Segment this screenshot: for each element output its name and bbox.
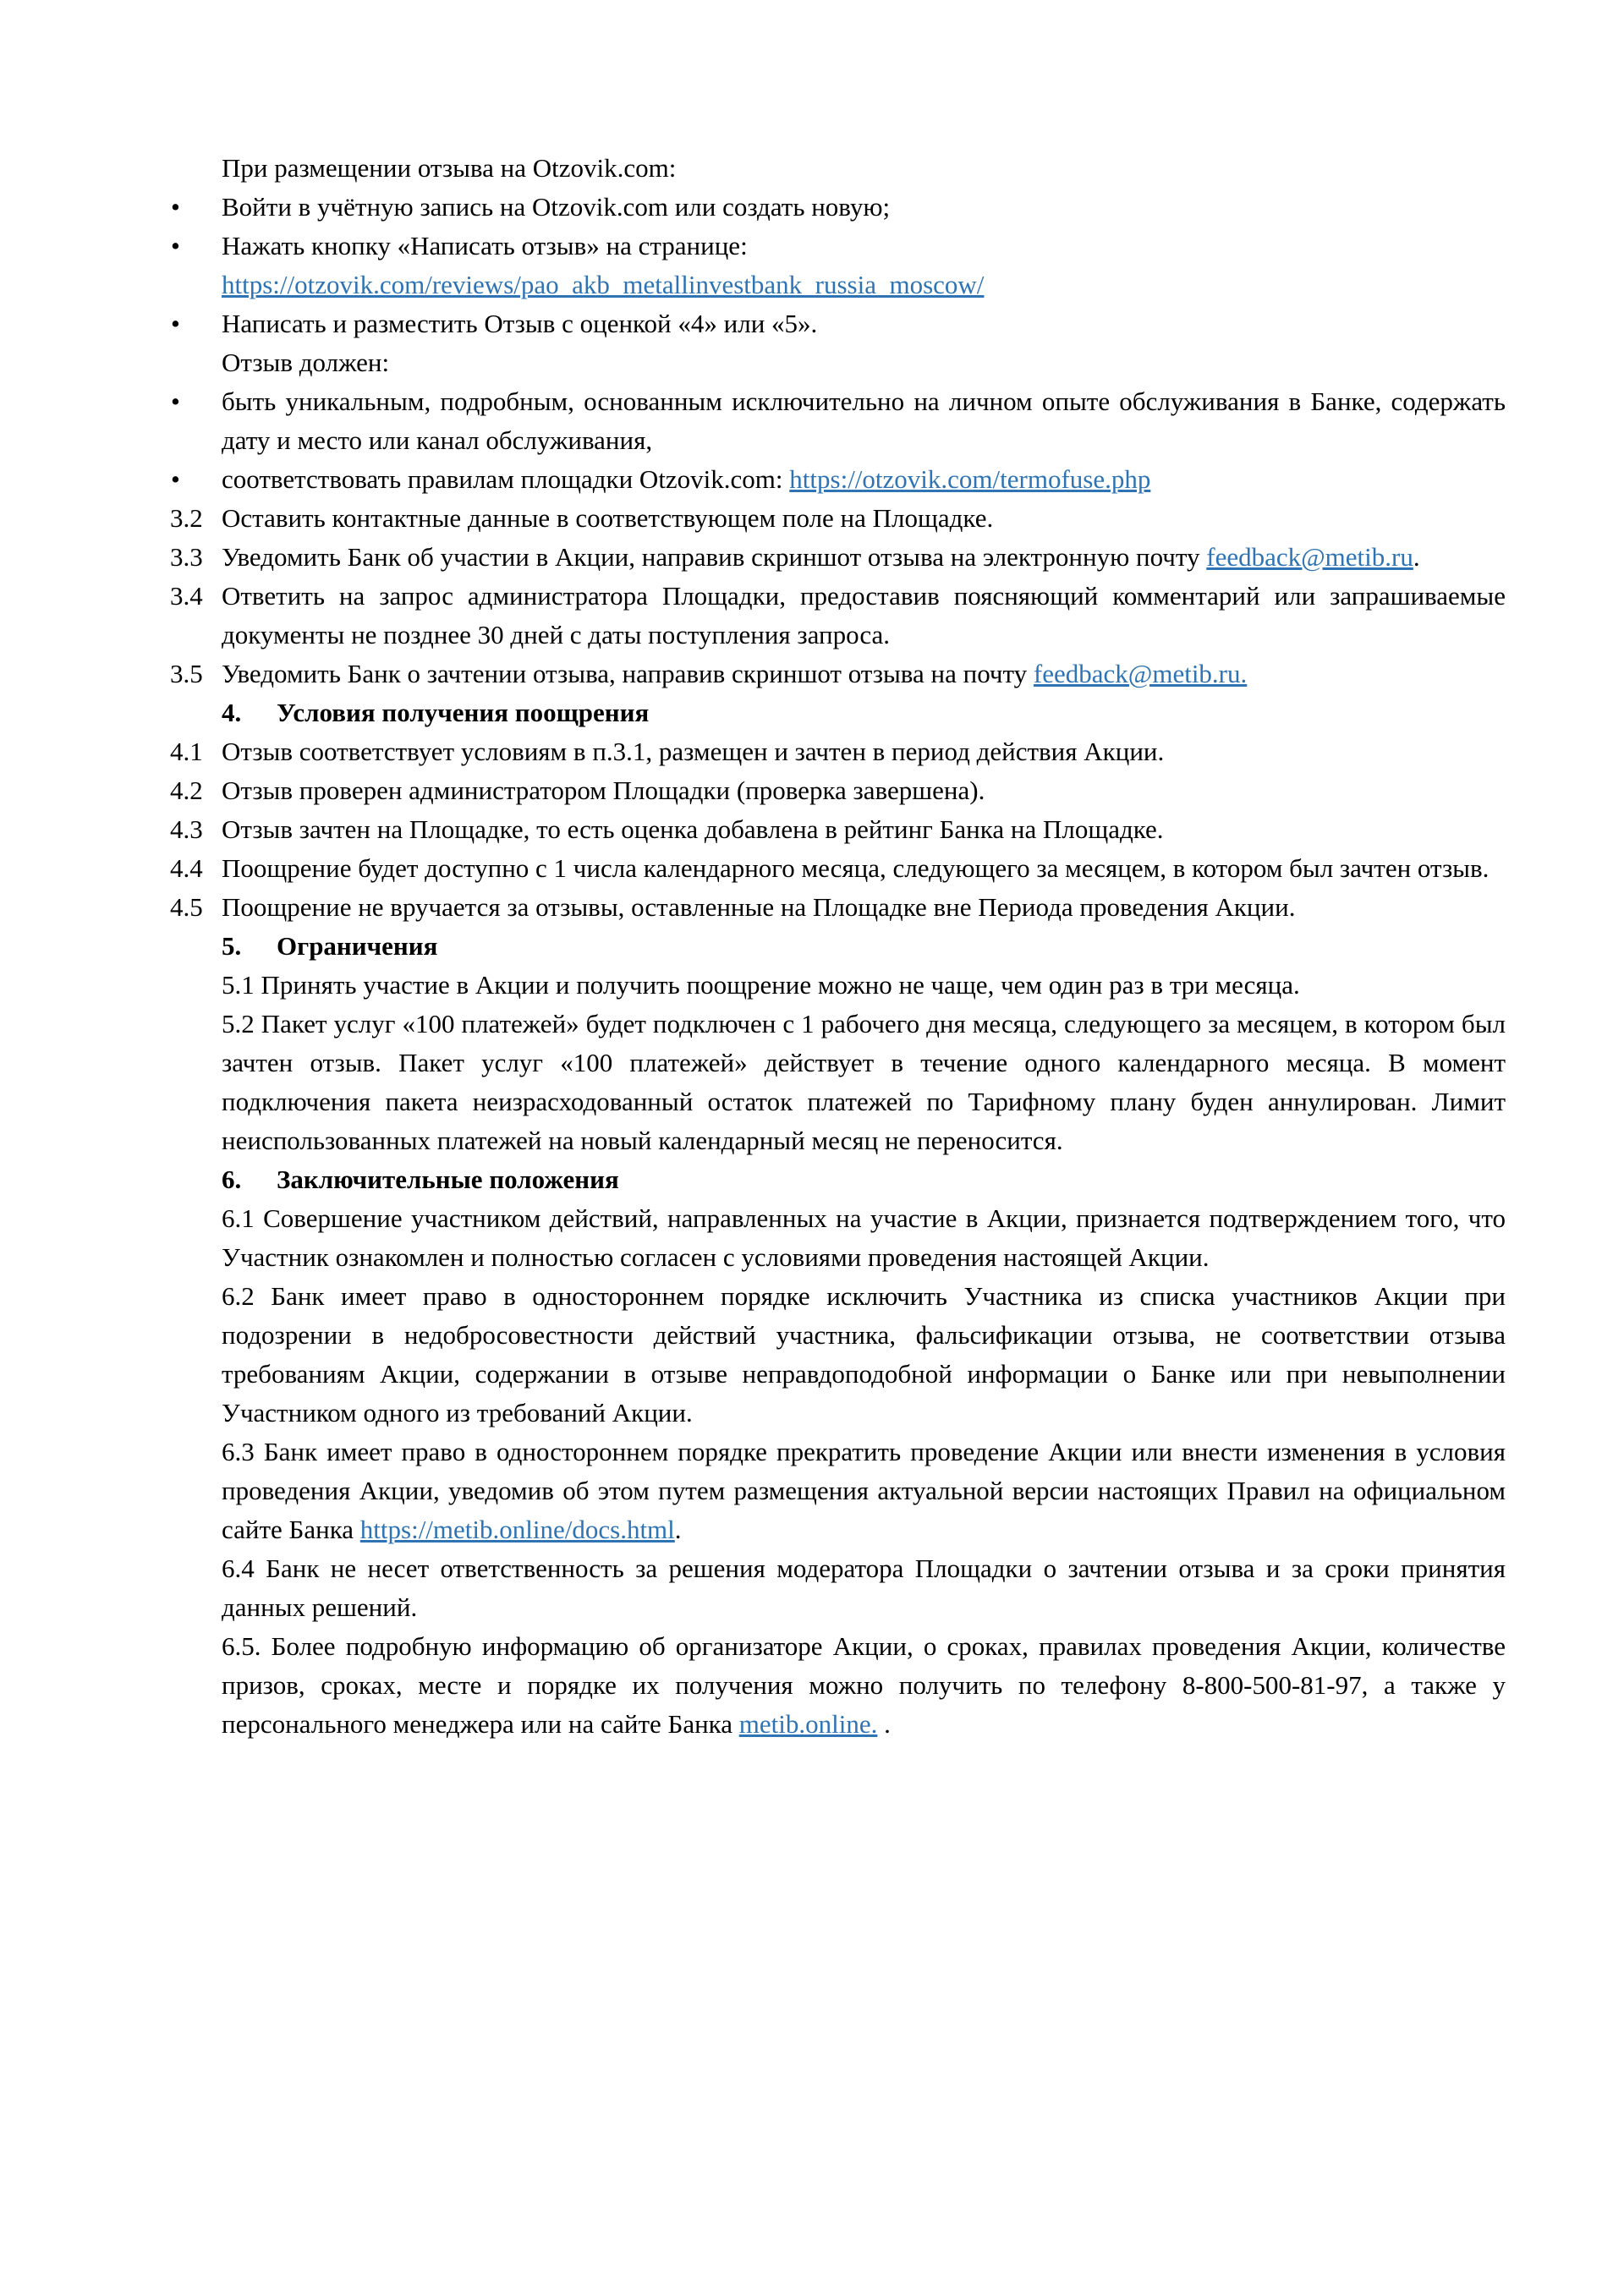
item-text-tail: . [877, 1709, 891, 1739]
item-text-tail: . [1413, 542, 1420, 572]
item-number: 5.2 [222, 1009, 255, 1038]
bank-site-link[interactable]: metib.online. [738, 1709, 878, 1739]
item-number: 4.5 [170, 892, 203, 922]
bullet-text: быть уникальным, подробным, основанным исключительно на личном опыте обслуживания в Банке, содержать дату и место или канал обслуживания, [222, 386, 1506, 455]
item-text: Банк имеет право в одностороннем порядке прекратить проведение Акции или внести изменения в условия проведения Акции, уведомив об этом путем размещения актуальной версии настоящих Правил на официальном сайте Банка [222, 1437, 1506, 1544]
item-number: 6.1 [222, 1203, 255, 1233]
otzovik-rules-link[interactable]: https://otzovik.com/termofuse.php [789, 464, 1151, 494]
item-text: Поощрение не вручается за отзывы, оставленные на Площадке вне Периода проведения Акции. [222, 892, 1296, 922]
bullet-text: Нажать кнопку «Написать отзыв» на странице: [222, 231, 748, 260]
item-text: Пакет услуг «100 платежей» будет подключен с 1 рабочего дня месяца, следующего за месяцем, в котором был зачтен отзыв. Пакет услуг «100 платежей» действует в течение одного календарного месяца. В момент подключения пакета неизрасходованный остаток платежей по Тарифному плану буден аннулирован. Лимит неиспользованных платежей на новый календарный месяц не переносится. [222, 1009, 1506, 1155]
paragraph-text: При размещении отзыва на Otzovik.com: [222, 153, 677, 183]
heading-number: 4. [222, 698, 242, 727]
bullet-text: соответствовать правилам площадки Otzovik.com: [222, 464, 790, 494]
item-number: 4.3 [170, 814, 203, 844]
item-number: 4.2 [170, 775, 203, 805]
heading-number: 5. [222, 931, 242, 961]
item-6-1 [222, 1199, 1506, 1277]
heading-title: Заключительные положения [277, 1164, 619, 1194]
feedback-email-link[interactable]: feedback@metib.ru. [1033, 659, 1248, 688]
item-text: Ответить на запрос администратора Площадки, предоставив поясняющий комментарий или запрашиваемые документы не позднее 30 дней с даты поступления запроса. [222, 581, 1506, 649]
item-text-tail: . [674, 1515, 682, 1544]
bullet-item-login [171, 188, 1506, 227]
paragraph-3-1-intro [222, 149, 1506, 188]
heading-title: Условия получения поощрения [277, 698, 650, 727]
item-4-5 [170, 888, 1506, 927]
bullet-marker-icon: • [171, 231, 180, 260]
paragraph-text: Отзыв должен: [222, 348, 390, 377]
section-heading-4 [222, 693, 1506, 732]
item-4-1 [170, 732, 1506, 771]
item-6-3 [222, 1433, 1506, 1549]
paragraph-review-must [222, 343, 1506, 382]
item-text: Банк имеет право в одностороннем порядке исключить Участника из списка участников Акции при подозрении в недобросовестности действий участника, фальсификации отзыва, не соответствии отзыва требованиям Акции, содержании в отзыве неправдоподобной информации о Банке или при невыполнении Участником одного из требований Акции. [222, 1281, 1506, 1427]
item-text: Отзыв проверен администратором Площадки (проверка завершена). [222, 775, 985, 805]
item-number: 3.3 [170, 542, 203, 572]
bank-docs-link[interactable]: https://metib.online/docs.html [359, 1515, 675, 1544]
section-heading-5 [222, 927, 1506, 966]
otzovik-reviews-link[interactable]: https://otzovik.com/reviews/pao_akb_metallinvestbank_russia_moscow/ [222, 270, 985, 299]
item-text: Уведомить Банк об участии в Акции, направив скриншот отзыва на электронную почту [222, 542, 1207, 572]
item-4-2 [170, 771, 1506, 810]
bullet-item-write-button [171, 227, 1506, 304]
item-number: 6.3 [222, 1437, 255, 1466]
item-text: Отзыв соответствует условиям в п.3.1, размещен и зачтен в период действия Акции. [222, 737, 1165, 766]
item-number: 5.1 [222, 970, 255, 1000]
item-number: 3.4 [170, 581, 203, 611]
item-text: Принять участие в Акции и получить поощрение можно не чаще, чем один раз в три месяца. [261, 970, 1300, 1000]
item-text: Поощрение будет доступно с 1 числа календарного месяца, следующего за месяцем, в котором был зачтен отзыв. [222, 853, 1490, 883]
item-5-2 [222, 1005, 1506, 1160]
heading-title: Ограничения [277, 931, 438, 961]
item-4-3 [170, 810, 1506, 849]
feedback-email-link[interactable]: feedback@metib.ru [1206, 542, 1413, 572]
item-6-2 [222, 1277, 1506, 1433]
item-3-2 [170, 499, 1506, 538]
item-text: Банк не несет ответственность за решения модератора Площадки о зачтении отзыва и за сроки принятия данных решений. [222, 1553, 1506, 1622]
bullet-marker-icon: • [171, 386, 180, 416]
bullet-marker-icon: • [171, 309, 180, 338]
item-text: Уведомить Банк о зачтении отзыва, направив скриншот отзыва на почту [222, 659, 1034, 688]
bullet-item-unique-review [171, 382, 1506, 460]
bullet-item-rules [171, 460, 1506, 499]
item-number: 3.5 [170, 659, 203, 688]
item-3-3 [170, 538, 1506, 577]
heading-number: 6. [222, 1164, 242, 1194]
item-5-1 [222, 966, 1506, 1005]
item-text: Оставить контактные данные в соответствующем поле на Площадке. [222, 503, 994, 533]
item-number: 3.2 [170, 503, 203, 533]
bullet-text: Написать и разместить Отзыв с оценкой «4» или «5». [222, 309, 818, 338]
item-6-4 [222, 1549, 1506, 1627]
bullet-text: Войти в учётную запись на Otzovik.com или создать новую; [222, 192, 891, 222]
item-number: 4.1 [170, 737, 203, 766]
item-number: 6.4 [222, 1553, 255, 1583]
item-number: 6.5. [222, 1631, 261, 1661]
item-3-5 [170, 655, 1506, 693]
item-4-4 [170, 849, 1506, 888]
item-number: 4.4 [170, 853, 203, 883]
item-6-5 [222, 1627, 1506, 1744]
bullet-marker-icon: • [171, 192, 180, 222]
item-text: Отзыв зачтен на Площадке, то есть оценка добавлена в рейтинг Банка на Площадке. [222, 814, 1164, 844]
bullet-marker-icon: • [171, 464, 180, 494]
item-number: 6.2 [222, 1281, 255, 1311]
item-text: Более подробную информацию об организаторе Акции, о сроках, правилах проведения Акции, количестве призов, сроках, месте и порядке их получения можно получить по телефону 8-800-500-81-97, а также у персонального менеджера или на сайте Банка [222, 1631, 1506, 1739]
item-text: Совершение участником действий, направленных на участие в Акции, признается подтверждением того, что Участник ознакомлен и полностью согласен с условиями проведения настоящей Акции. [222, 1203, 1506, 1272]
section-heading-6 [222, 1160, 1506, 1199]
document-content [170, 149, 1506, 1744]
item-3-4 [170, 577, 1506, 655]
bullet-item-post-review [171, 304, 1506, 343]
